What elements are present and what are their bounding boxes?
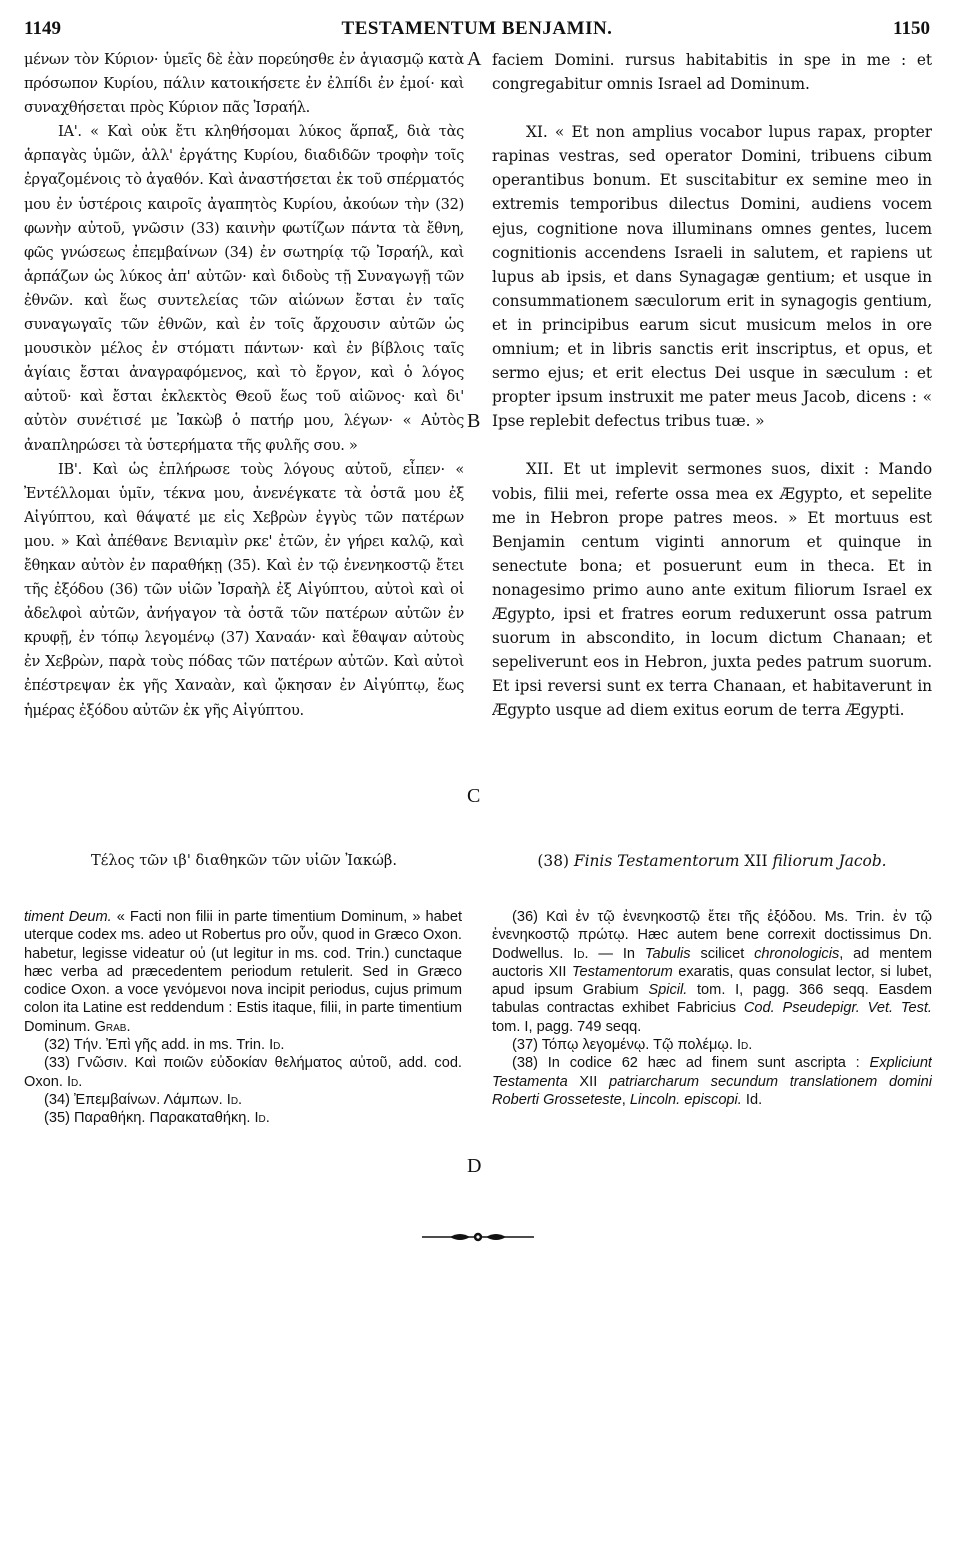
- footnote-38: [492, 1054, 932, 1109]
- running-header: [24, 18, 930, 44]
- latin-paragraph-11: XI. « Et non amplius vocabor lupus rapax, propter rapinas vestras, sed operator Domini, tribuens cibum operantibus bonum. Et suscitabitur ex semine meo in extremis temporibus dilectus Domini, audiens vocem ejus, cognitione nova illuminans omnes gentes, lucem cognitionis accendens Israeli in salutem, et rapiens ut lupus ab ipsis, et dans Synagagæ gentium; et usque in consummationem sæculorum erit in synagogis gentium, et in principibus earum sicut musicum melos in ore omnium; et in libris sanctis erit inscriptus, et opus, et sermo ejus; et erit electus Dei usque in sæculum : et propter ipsum instruxit me pater meus Jacob, dicens : « Ipse replebit defectus tribus tuæ. »: [492, 123, 932, 431]
- footnotes-left: [24, 908, 462, 1128]
- footnote-italic: Tabulis: [644, 945, 691, 962]
- footnote-36: [492, 908, 932, 1036]
- greek-paragraph-11: ΙΑ'. « Καὶ οὐκ ἔτι κληθήσομαι λύκος ἅρπαξ, διὰ τὰς ἁρπαγὰς ὑμῶν, ἀλλ' ἐργάτης Κυρίου, διαδιδῶν τροφὴν τοῖς ἐργαζομένοις τὸ ἀγαθόν. Καὶ ἀναστήσεται ἐκ τοῦ σπέρματός μου ἐν ὑστέροις καιροῖς ἀγαπητὸς Κυρίου, ἀκούων τὴν (32) φωνὴν αὐτοῦ, γνῶσιν (33) καινὴν φωτίζων πάντα τὰ ἔθνη, φῶς γνώσεως ἐπεμβαίνων (34) ἐν σωτηρίᾳ τῷ Ἰσραήλ, καὶ ἁρπάζων ὡς λύκος ἀπ' αὐτῶν· καὶ διδοὺς τῇ Συναγωγῇ τῶν ἐθνῶν. καὶ ἕως συντελείας τῶν αἰώνων ἔσται ἐν ταῖς συναγωγαῖς τῶν ἐθνῶν, καὶ ἐν τοῖς ἄρχουσιν αὐτῶν ὡς μουσικὸν μέλος ἐν στόματι πάντων· καὶ ἐν βίβλοις ταῖς ἁγίαις ἔσται ἀναγραφόμενος, καὶ τὸ ἔργον, καὶ ὁ λόγος αὐτοῦ· καὶ ἔσται ἐκλεκτὸς Θεοῦ ἕως τοῦ αἰῶνος· καὶ δι' αὐτὸν συνέτισέ με Ἰακὼβ ὁ πατήρ μου, λέγων· « Αὐτὸς ἀναπληρώσει τὰ ὑστερήματα τῆς φυλῆς σου. »: [24, 123, 464, 454]
- page-title: TESTAMENTUM BENJAMIN.: [341, 18, 613, 39]
- footnote-text: ,: [621, 1091, 630, 1108]
- latin-finis: [492, 852, 932, 870]
- footnotes-right: [492, 908, 932, 1109]
- finis-text-a: Finis Testamentorum: [573, 852, 740, 870]
- footnote-text: — In: [588, 945, 645, 962]
- footnote-text: exaratis, quas consulat lector, si lubet, apud ipsum Grabium: [492, 963, 932, 999]
- footnote-siglum: Id.: [254, 1110, 270, 1127]
- footnote-32: [24, 1036, 462, 1054]
- footnote-text: scilicet: [690, 945, 755, 962]
- footnote-text: Id.: [741, 1091, 763, 1108]
- footnote-text: (36) Καὶ ἐν τῷ ἐνενηκοστῷ ἔτει τῆς ἐξόδου. Ms. Trin. ἐν τῷ ἐνενηκοστῷ πρώτῳ. Hæc autem bene correxit doctissimus Dn. Dodwellus.: [492, 909, 932, 962]
- footnote-siglum: Grab.: [94, 1018, 131, 1035]
- footnote-37: [492, 1036, 932, 1054]
- footnote-italic: Spicil.: [648, 982, 688, 999]
- footnote-text: , ad mentem auctoris: [492, 945, 932, 980]
- footnote-siglum: Id.: [573, 945, 589, 962]
- greek-finis: Τέλος τῶν ιβ' διαθηκῶν τῶν υἱῶν Ἰακώβ.: [91, 852, 397, 869]
- footnote-text: tom. I, pagg. 749 seqq.: [492, 1018, 642, 1035]
- footnote-lemma: timent Deum.: [24, 909, 112, 925]
- footnote-text: « Facti non filii in parte timentium Dominum, » habet uterque codex ms. adeo ut Robertus pro οὖν, quod in Græco Oxon. habetur, legisse videatur οὐ (ut legitur in ms. cod. Trin.) cunctaque hæc verba ad præcedentem periodum retulerit. Sed in Græco codice Oxon. a voce γενόμενοι nova incipit periodus, cujus primum colon ita Latine est reddendum : Estis itaque, filii, in parte timentium Dominum.: [24, 909, 462, 1035]
- footnote-italic: Testamentorum: [571, 963, 673, 980]
- margin-marker-b: B: [467, 410, 481, 432]
- greek-column: [24, 48, 464, 723]
- finis-note-ref: (38): [537, 852, 570, 870]
- page-number-left: 1149: [24, 18, 61, 39]
- page-number-right: 1150: [893, 18, 930, 39]
- footnote-siglum: Id.: [226, 1091, 243, 1108]
- footnote-numeral: XII: [567, 1073, 609, 1090]
- footnote-35: [24, 1109, 462, 1127]
- finis-numeral: XII: [744, 852, 768, 870]
- latin-paragraph-1: faciem Domini. rursus habitabitis in spe in me : et congregabitur omnis Israel ad Dominum.: [492, 51, 932, 94]
- footnote-numeral: XII: [548, 963, 567, 980]
- footnote-text: (37) Τόπῳ λεγομένῳ. Τῷ πολέμῳ.: [512, 1037, 737, 1054]
- finis-text-b: filiorum Jacob.: [772, 852, 887, 870]
- footnote-text: (35) Παραθήκη. Παρακαταθήκη.: [44, 1110, 255, 1127]
- tailpiece-ornament-icon: [420, 1230, 536, 1244]
- footnote-italic: chronologicis: [754, 945, 840, 962]
- footnote-text: (32) Τήν. Ἐπὶ γῆς add. in ms. Trin.: [44, 1037, 270, 1054]
- footnote-siglum: Id.: [736, 1037, 753, 1054]
- footnote-siglum: Id.: [67, 1073, 83, 1090]
- footnote-34: [24, 1091, 462, 1109]
- margin-marker-c: C: [467, 785, 481, 807]
- footnote-italic: Lincoln. episcopi.: [629, 1091, 742, 1108]
- greek-paragraph-1: μένων τὸν Κύριον· ὑμεῖς δὲ ἐὰν πορεύησθε ἐν ἁγιασμῷ κατὰ πρόσωπον Κυρίου, πάλιν κατοικήσετε ἐν ἐλπίδι ἐν ἐμοί· καὶ συναχθήσεται πρὸς Κύριον πᾶς Ἰσραήλ.: [24, 51, 464, 117]
- footnote-italic: Cod. Pseudepigr. Vet. Test.: [743, 1000, 932, 1017]
- footnote-text: (33) Γνῶσιν. Καὶ ποιῶν εὐδοκίαν θελήματος αὐτοῦ, add. cod. Oxon.: [24, 1055, 462, 1090]
- footnote-text: (34) Ἐπεμβαίνων. Λάμπων.: [44, 1091, 227, 1108]
- footnote-italic: Expliciunt Testamenta: [492, 1055, 932, 1090]
- footnote-text: (38) In codice 62 hæc ad finem sunt ascripta :: [512, 1055, 870, 1072]
- latin-column: [492, 48, 932, 722]
- footnote-text: tom. I, pagg. 366 seqq. Easdem tabulas contractas exhibet Fabricius: [492, 982, 932, 1017]
- footnote-33: [24, 1054, 462, 1091]
- greek-paragraph-12: ΙΒ'. Καὶ ὡς ἐπλήρωσε τοὺς λόγους αὐτοῦ, εἶπεν· « Ἐντέλλομαι ὑμῖν, τέκνα μου, ἀνενέγκατε τὰ ὀστᾶ μου ἐξ Αἰγύπτου, καὶ θάψατέ με εἰς Χεβρὼν ἐγγὺς τῶν πατέρων μου. » Καὶ ἀπέθανε Βενιαμὶν ρκε' ἐτῶν, ἐν γήρει καλῷ, καὶ ἔθηκαν αὐτὸν ἐν παραθήκῃ (35). Καὶ ἐν τῷ ἐνενηκοστῷ ἔτει τῆς ἐξόδου (36) τῶν υἱῶν Ἰσραὴλ ἐξ Αἰγύπτου, αὐτοὶ καὶ οἱ ἀδελφοὶ αὐτῶν, ἀνήγαγον τὰ ὀστᾶ τῶν πατέρων αὐτῶν ἐν κρυφῇ, ἐν τόπῳ λεγομένῳ (37) Χαναάν· καὶ ἔθαψαν αὐτοὺς ἐν Χεβρὼν, παρὰ τοὺς πόδας τῶν πατέρων αὐτῶν. Καὶ αὐτοὶ ἐπέστρεψαν ἐκ γῆς Χαναὰν, καὶ ᾤκησαν ἐν Αἰγύπτῳ, ἕως ἡμέρας ἐξόδου αὐτῶν ἐκ γῆς Αἰγύπτου.: [24, 460, 464, 719]
- latin-paragraph-12: XII. Et ut implevit sermones suos, dixit : Mando vobis, filii mei, referte ossa mea ex Ægypto, et sepelite me in Hebron prope patres meos. » Et mortuus est Benjamin centum viginti annorum et quinque in senectute bona; et posuerunt eum in theca. Et in nonagesimo primo auno ante exitum filiorum Israel ex Ægypto, ipsi et fratres eorum reduxerunt ossa patrum suorum in abscondito, in locum dictum Chanaan; et sepeliverunt eos in Hebron, juxta pedes patrum suorum. Et ipsi reversi sunt ex terra Chanaan, et habitaverunt in Ægypto usque ad diem exitus eorum de terra Ægypti.: [492, 460, 932, 720]
- margin-marker-d: D: [467, 1155, 482, 1177]
- footnote-timent: [24, 908, 462, 1036]
- footnote-siglum: Id.: [269, 1037, 285, 1054]
- footnote-italic: patriarcharum secundum translationem domini Roberti Grosseteste: [492, 1073, 932, 1108]
- margin-marker-a: A: [467, 48, 482, 70]
